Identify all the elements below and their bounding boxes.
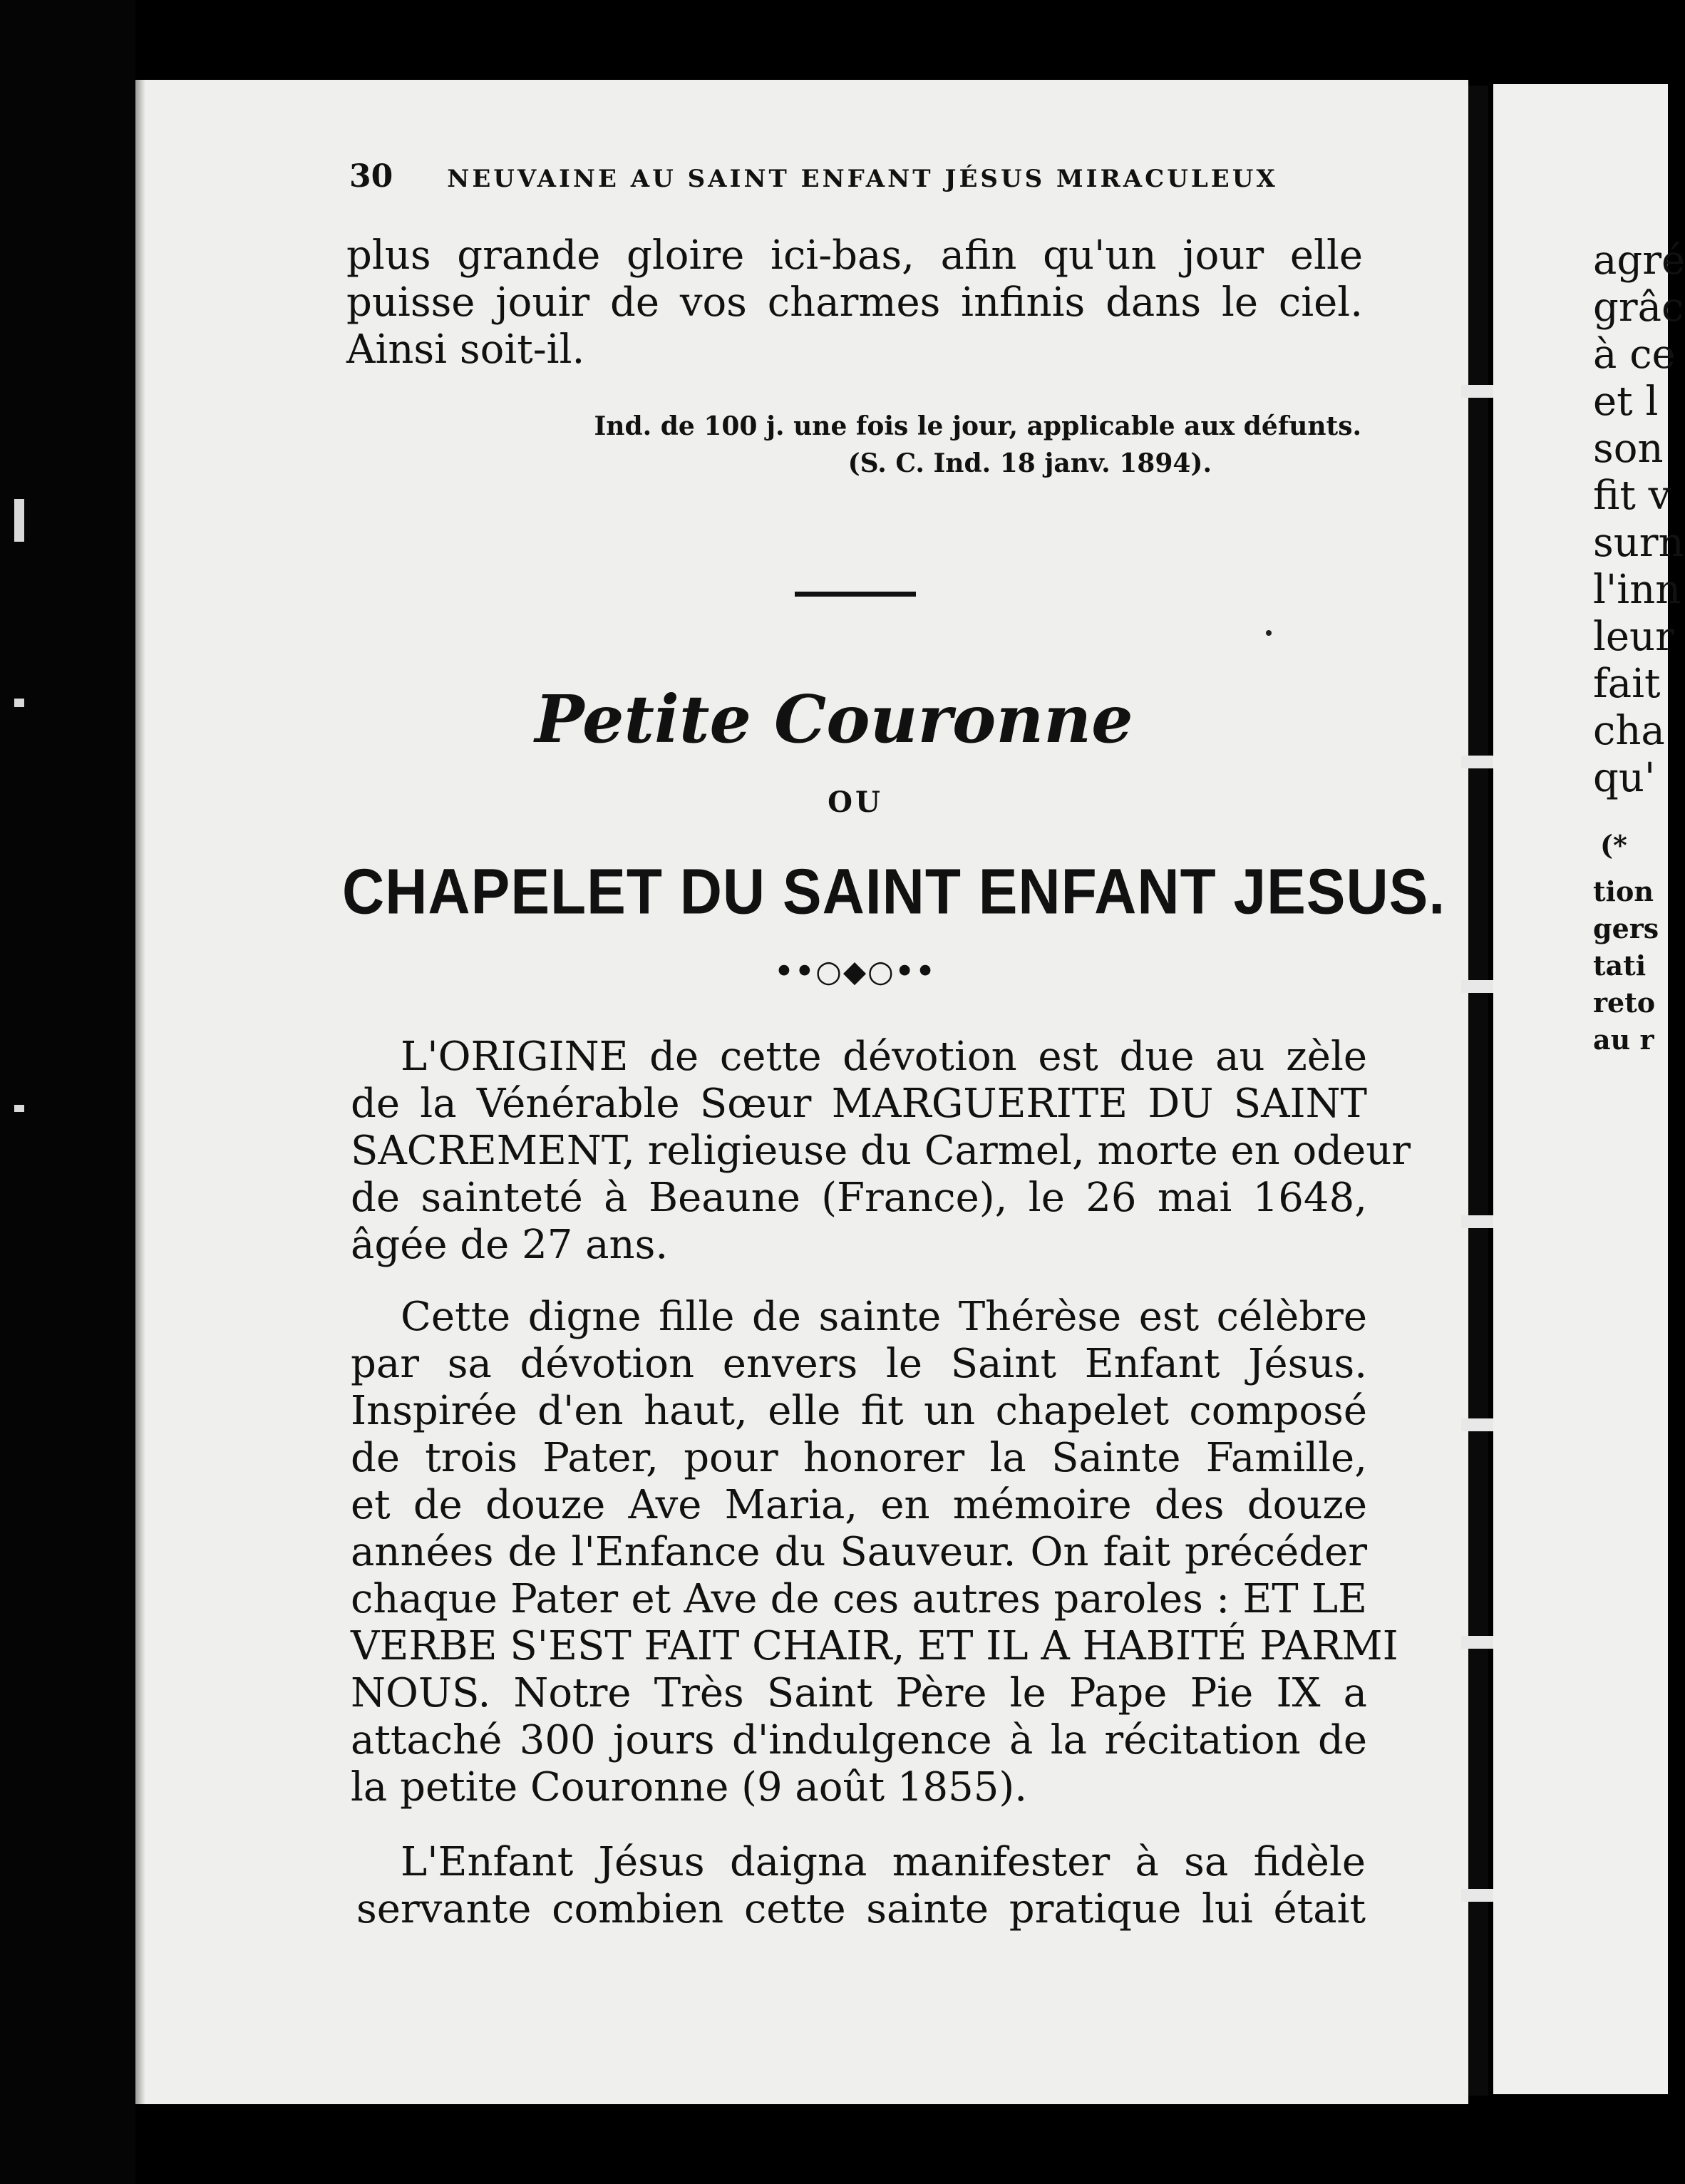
binding-stitch xyxy=(1461,1215,1494,1228)
running-title: NEUVAINE AU SAINT ENFANT JÉSUS MIRACULEUX xyxy=(447,165,1278,193)
adjacent-note-fragment: (* xyxy=(1600,829,1627,861)
text-line: attaché 300 jours d'indulgence à la récitation de xyxy=(351,1717,1367,1763)
adjacent-note-fragment: gers xyxy=(1593,912,1659,944)
text-line: par sa dévotion envers le Saint Enfant Jésus. xyxy=(351,1341,1367,1387)
adjacent-text-fragment: qu' xyxy=(1593,755,1656,801)
adjacent-page xyxy=(1493,84,1685,2094)
section-gothic-title: Petite Couronne xyxy=(535,681,1133,758)
adjacent-note-fragment: tati xyxy=(1593,949,1647,982)
adjacent-text-fragment: leur xyxy=(1593,614,1674,660)
adjacent-text-fragment: à ce xyxy=(1593,331,1676,378)
text-line: années de l'Enfance du Sauveur. On fait précéder xyxy=(351,1529,1367,1575)
text-line: de sainteté à Beaune (France), le 26 mai 1648, xyxy=(351,1175,1367,1221)
text-line: servante combien cette sainte pratique lui était xyxy=(356,1886,1366,1932)
adjacent-note-fragment: au r xyxy=(1593,1024,1654,1056)
binding-stitch xyxy=(1461,980,1494,993)
manifestation-paragraph xyxy=(356,1839,1366,1933)
scan-edge-mark xyxy=(14,1105,24,1112)
text-line: et de douze Ave Maria, en mémoire des douze xyxy=(351,1482,1367,1528)
running-header xyxy=(349,158,1278,195)
adjacent-note-fragment: reto xyxy=(1593,987,1656,1019)
adjacent-text-fragment: et l xyxy=(1593,378,1659,425)
adjacent-note-fragment: tion xyxy=(1593,875,1654,907)
text-line: VERBE S'EST FAIT CHAIR, ET IL A HABITÉ PARMI xyxy=(351,1623,1398,1669)
text-line: âgée de 27 ans. xyxy=(351,1222,669,1268)
binding-stitch xyxy=(1461,385,1494,398)
scan-left-margin xyxy=(0,0,135,2184)
binding-stitch xyxy=(1461,1636,1494,1649)
text-line: Cette digne fille de sainte Thérèse est célèbre xyxy=(401,1294,1367,1340)
adjacent-text-fragment: grâc xyxy=(1593,284,1684,331)
indulgence-line: Ind. de 100 j. une fois le jour, applicable aux défunts. xyxy=(594,411,1361,441)
text-line: la petite Couronne (9 août 1855). xyxy=(351,1764,1028,1810)
text-line: SACREMENT, religieuse du Carmel, morte en odeur xyxy=(351,1128,1411,1174)
adjacent-text-fragment: cha xyxy=(1593,708,1665,754)
page-number: 30 xyxy=(349,158,393,195)
closing-prayer-paragraph xyxy=(346,232,1363,374)
page-edge-shadow xyxy=(135,80,145,2104)
title-connector: OU xyxy=(828,785,883,819)
binding-stitch xyxy=(1461,1889,1494,1902)
scan-edge-mark xyxy=(14,499,24,542)
text-line: de la Vénérable Sœur MARGUERITE DU SAINT xyxy=(351,1081,1367,1127)
ornament-divider: ••○◆○•• xyxy=(774,954,937,989)
section-divider xyxy=(795,592,916,597)
text-line: Inspirée d'en haut, elle fit un chapelet composé xyxy=(351,1388,1367,1434)
indulgence-reference: (S. C. Ind. 18 janv. 1894). xyxy=(847,448,1212,478)
origin-paragraph xyxy=(351,1034,1411,1269)
adjacent-text-fragment: surn xyxy=(1593,520,1684,566)
devotion-paragraph xyxy=(351,1294,1398,1811)
binding-stitch xyxy=(1461,1418,1494,1431)
text-line: chaque Pater et Ave de ces autres paroles : ET LE xyxy=(351,1576,1367,1622)
text-line: NOUS. Notre Très Saint Père le Pape Pie IX a xyxy=(351,1670,1367,1716)
text-line: L'Enfant Jésus daigna manifester à sa fidèle xyxy=(401,1839,1366,1885)
adjacent-text-fragment: agré xyxy=(1593,237,1685,284)
text-line: de trois Pater, pour honorer la Sainte Famille, xyxy=(351,1435,1367,1481)
print-speck xyxy=(1266,630,1272,636)
adjacent-text-fragment: l'inn xyxy=(1593,567,1681,613)
text-line: Ainsi soit-il. xyxy=(346,326,585,373)
adjacent-text-fragment: fait xyxy=(1593,661,1661,707)
text-line: puisse jouir de vos charmes infinis dans le ciel. xyxy=(346,279,1363,326)
text-line: plus grande gloire ici-bas, afin qu'un jour elle xyxy=(346,232,1363,279)
adjacent-text-fragment: fit v xyxy=(1593,473,1671,519)
section-title: CHAPELET DU SAINT ENFANT JESUS. xyxy=(342,856,1446,928)
text-line: L'ORIGINE de cette dévotion est due au zèle xyxy=(401,1034,1367,1080)
adjacent-text-fragment: son xyxy=(1593,426,1664,472)
indulgence-note xyxy=(542,408,1361,482)
